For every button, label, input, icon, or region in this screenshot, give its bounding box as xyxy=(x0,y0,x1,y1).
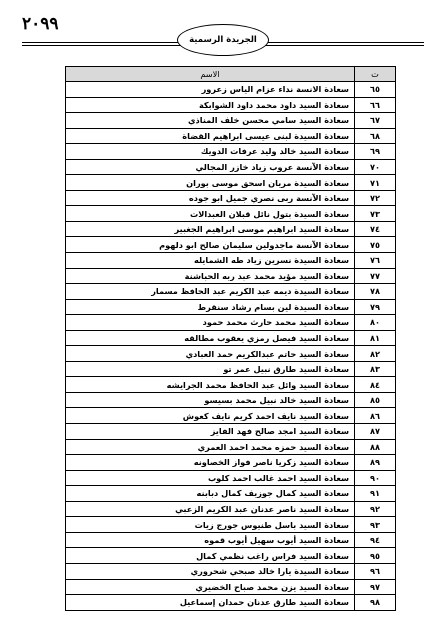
row-number: ٧٤ xyxy=(355,221,396,237)
row-number: ٩٨ xyxy=(355,595,396,611)
table-row xyxy=(66,284,396,300)
table-row xyxy=(66,128,396,144)
table-row xyxy=(66,377,396,393)
row-number: ٨١ xyxy=(355,330,396,346)
row-number: ٧٢ xyxy=(355,190,396,206)
row-name: سعادة السيد حاتم عبدالكريم حمد العبادي xyxy=(66,346,355,362)
row-name: سعادة السيد زكريا ناصر فواز الخصاونه xyxy=(66,455,355,471)
row-name: سعادة السيد مؤيد محمد عبد ربه الحباشنة xyxy=(66,268,355,284)
row-number: ٨٣ xyxy=(355,361,396,377)
table-row xyxy=(66,206,396,222)
row-number: ٦٥ xyxy=(355,82,396,98)
row-name: سعادة السيد ابراهيم موسى ابراهيم الجغبير xyxy=(66,221,355,237)
row-name: سعادة السيد نايف احمد كريم نايف كعوش xyxy=(66,408,355,424)
table-row xyxy=(66,408,396,424)
row-number: ٨٤ xyxy=(355,377,396,393)
table-row xyxy=(66,159,396,175)
row-name: سعادة الآنسة ربى نصري جميل ابو جوده xyxy=(66,190,355,206)
row-number: ٧٥ xyxy=(355,237,396,253)
table-row xyxy=(66,579,396,595)
row-number: ٩٢ xyxy=(355,501,396,517)
row-name: سعادة السيد احمد غالب احمد كلوب xyxy=(66,470,355,486)
page-number: ٢٠٩٩ xyxy=(22,14,59,34)
table-row xyxy=(66,563,396,579)
table-row xyxy=(66,299,396,315)
table-row xyxy=(66,346,396,362)
table-row xyxy=(66,190,396,206)
row-number: ٧٩ xyxy=(355,299,396,315)
row-name: سعادة السيد حمزه محمد احمد العمري xyxy=(66,439,355,455)
row-name: سعادة السيدة ديمه عبد الكريم عبد الحافظ مسمار xyxy=(66,284,355,300)
row-name: سعادة السيدة لبنى عيسى ابراهيم القضاة xyxy=(66,128,355,144)
row-number: ٨٠ xyxy=(355,315,396,331)
row-name: سعادة السيد باسل طنيوس جورج زيات xyxy=(66,517,355,533)
table-row xyxy=(66,175,396,191)
row-number: ٦٩ xyxy=(355,144,396,160)
table-row xyxy=(66,268,396,284)
row-name: سعادة السيد وائل عبد الحافظ محمد الجرايشه xyxy=(66,377,355,393)
table-row xyxy=(66,532,396,548)
table-row xyxy=(66,470,396,486)
table-header-row xyxy=(66,67,396,82)
table-row xyxy=(66,221,396,237)
row-number: ٩٣ xyxy=(355,517,396,533)
row-name: سعادة الآنسة ماجدولين سليمان صالح ابو دلهوم xyxy=(66,237,355,253)
row-number: ٦٦ xyxy=(355,97,396,113)
row-name: سعادة السيد يزن محمد صباح الخضيري xyxy=(66,579,355,595)
table-row xyxy=(66,501,396,517)
row-number: ٨٦ xyxy=(355,408,396,424)
row-name: سعادة السيدة لين بسام رشاد سنقرط xyxy=(66,299,355,315)
table-row xyxy=(66,253,396,269)
row-number: ٧٦ xyxy=(355,253,396,269)
row-number: ٧١ xyxy=(355,175,396,191)
table-body xyxy=(66,82,396,611)
row-name: سعادة السيد امجد صالح فهد الفايز xyxy=(66,424,355,440)
table-row xyxy=(66,439,396,455)
row-name: سعادة السيد داود محمد داود الشوابكة xyxy=(66,97,355,113)
table-row xyxy=(66,548,396,564)
row-name: سعادة السيدة يارا خالد صبحي شحروري xyxy=(66,563,355,579)
row-name: سعادة السيد كمال جوزيف كمال دبابنه xyxy=(66,486,355,502)
row-number: ٩٦ xyxy=(355,563,396,579)
table-row xyxy=(66,517,396,533)
table-row xyxy=(66,315,396,331)
table-row xyxy=(66,330,396,346)
row-number: ٨٢ xyxy=(355,346,396,362)
column-header-number: ت xyxy=(355,67,396,82)
row-number: ٩٤ xyxy=(355,532,396,548)
table-row xyxy=(66,113,396,129)
journal-title-oval xyxy=(177,24,269,56)
row-number: ٧٠ xyxy=(355,159,396,175)
row-name: سعادة الانسة نداء عزام الياس زعرور xyxy=(66,82,355,98)
table-row xyxy=(66,97,396,113)
table-row xyxy=(66,237,396,253)
row-name: سعادة السيد محمد حارث محمد حمود xyxy=(66,315,355,331)
row-name: سعادة السيد ناصر عدنان عبد الكريم الزعبي xyxy=(66,501,355,517)
table-row xyxy=(66,361,396,377)
row-number: ٧٧ xyxy=(355,268,396,284)
row-number: ٧٣ xyxy=(355,206,396,222)
row-name: سعادة السيد خالد وليد عرفات الدويك xyxy=(66,144,355,160)
row-number: ٧٨ xyxy=(355,284,396,300)
row-number: ٩٠ xyxy=(355,470,396,486)
row-name: سعادة السيدة نسرين زياد طه الشمايله xyxy=(66,253,355,269)
names-table xyxy=(65,66,396,611)
row-number: ٩٥ xyxy=(355,548,396,564)
row-name: سعادة السيد طارق عدنان حمدان إسماعيل xyxy=(66,595,355,611)
row-number: ٦٧ xyxy=(355,113,396,129)
row-name: سعادة السيدة بتول نائل قبلان العبدالات xyxy=(66,206,355,222)
row-name: سعادة السيدة مريان اسحق موسى بوران xyxy=(66,175,355,191)
row-number: ٨٥ xyxy=(355,392,396,408)
row-number: ٨٩ xyxy=(355,455,396,471)
table-row xyxy=(66,486,396,502)
row-number: ٨٨ xyxy=(355,439,396,455)
row-name: سعادة السيد أيوب سهيل أيوب قموه xyxy=(66,532,355,548)
row-name: سعادة السيد فراس راغب نظمي كمال xyxy=(66,548,355,564)
column-header-name: الاسم xyxy=(66,67,355,82)
row-name: سعادة السيد طارق نبيل عمر تو xyxy=(66,361,355,377)
row-name: سعادة السيد فيصل رمزي يعقوب مطالقه xyxy=(66,330,355,346)
table-row xyxy=(66,144,396,160)
table-row xyxy=(66,455,396,471)
row-name: سعادة السيد سامي محسن خلف المناذي xyxy=(66,113,355,129)
row-number: ٩١ xyxy=(355,486,396,502)
table-row xyxy=(66,424,396,440)
row-number: ٨٧ xyxy=(355,424,396,440)
row-number: ٩٧ xyxy=(355,579,396,595)
row-name: سعادة السيد خالد نبيل محمد بسيسو xyxy=(66,392,355,408)
journal-title: الجريدة الرسمية xyxy=(189,35,257,45)
table-row xyxy=(66,595,396,611)
row-number: ٦٨ xyxy=(355,128,396,144)
row-name: سعادة الآنسة عروب زياد خازر المجالي xyxy=(66,159,355,175)
table-row xyxy=(66,82,396,98)
table-row xyxy=(66,392,396,408)
